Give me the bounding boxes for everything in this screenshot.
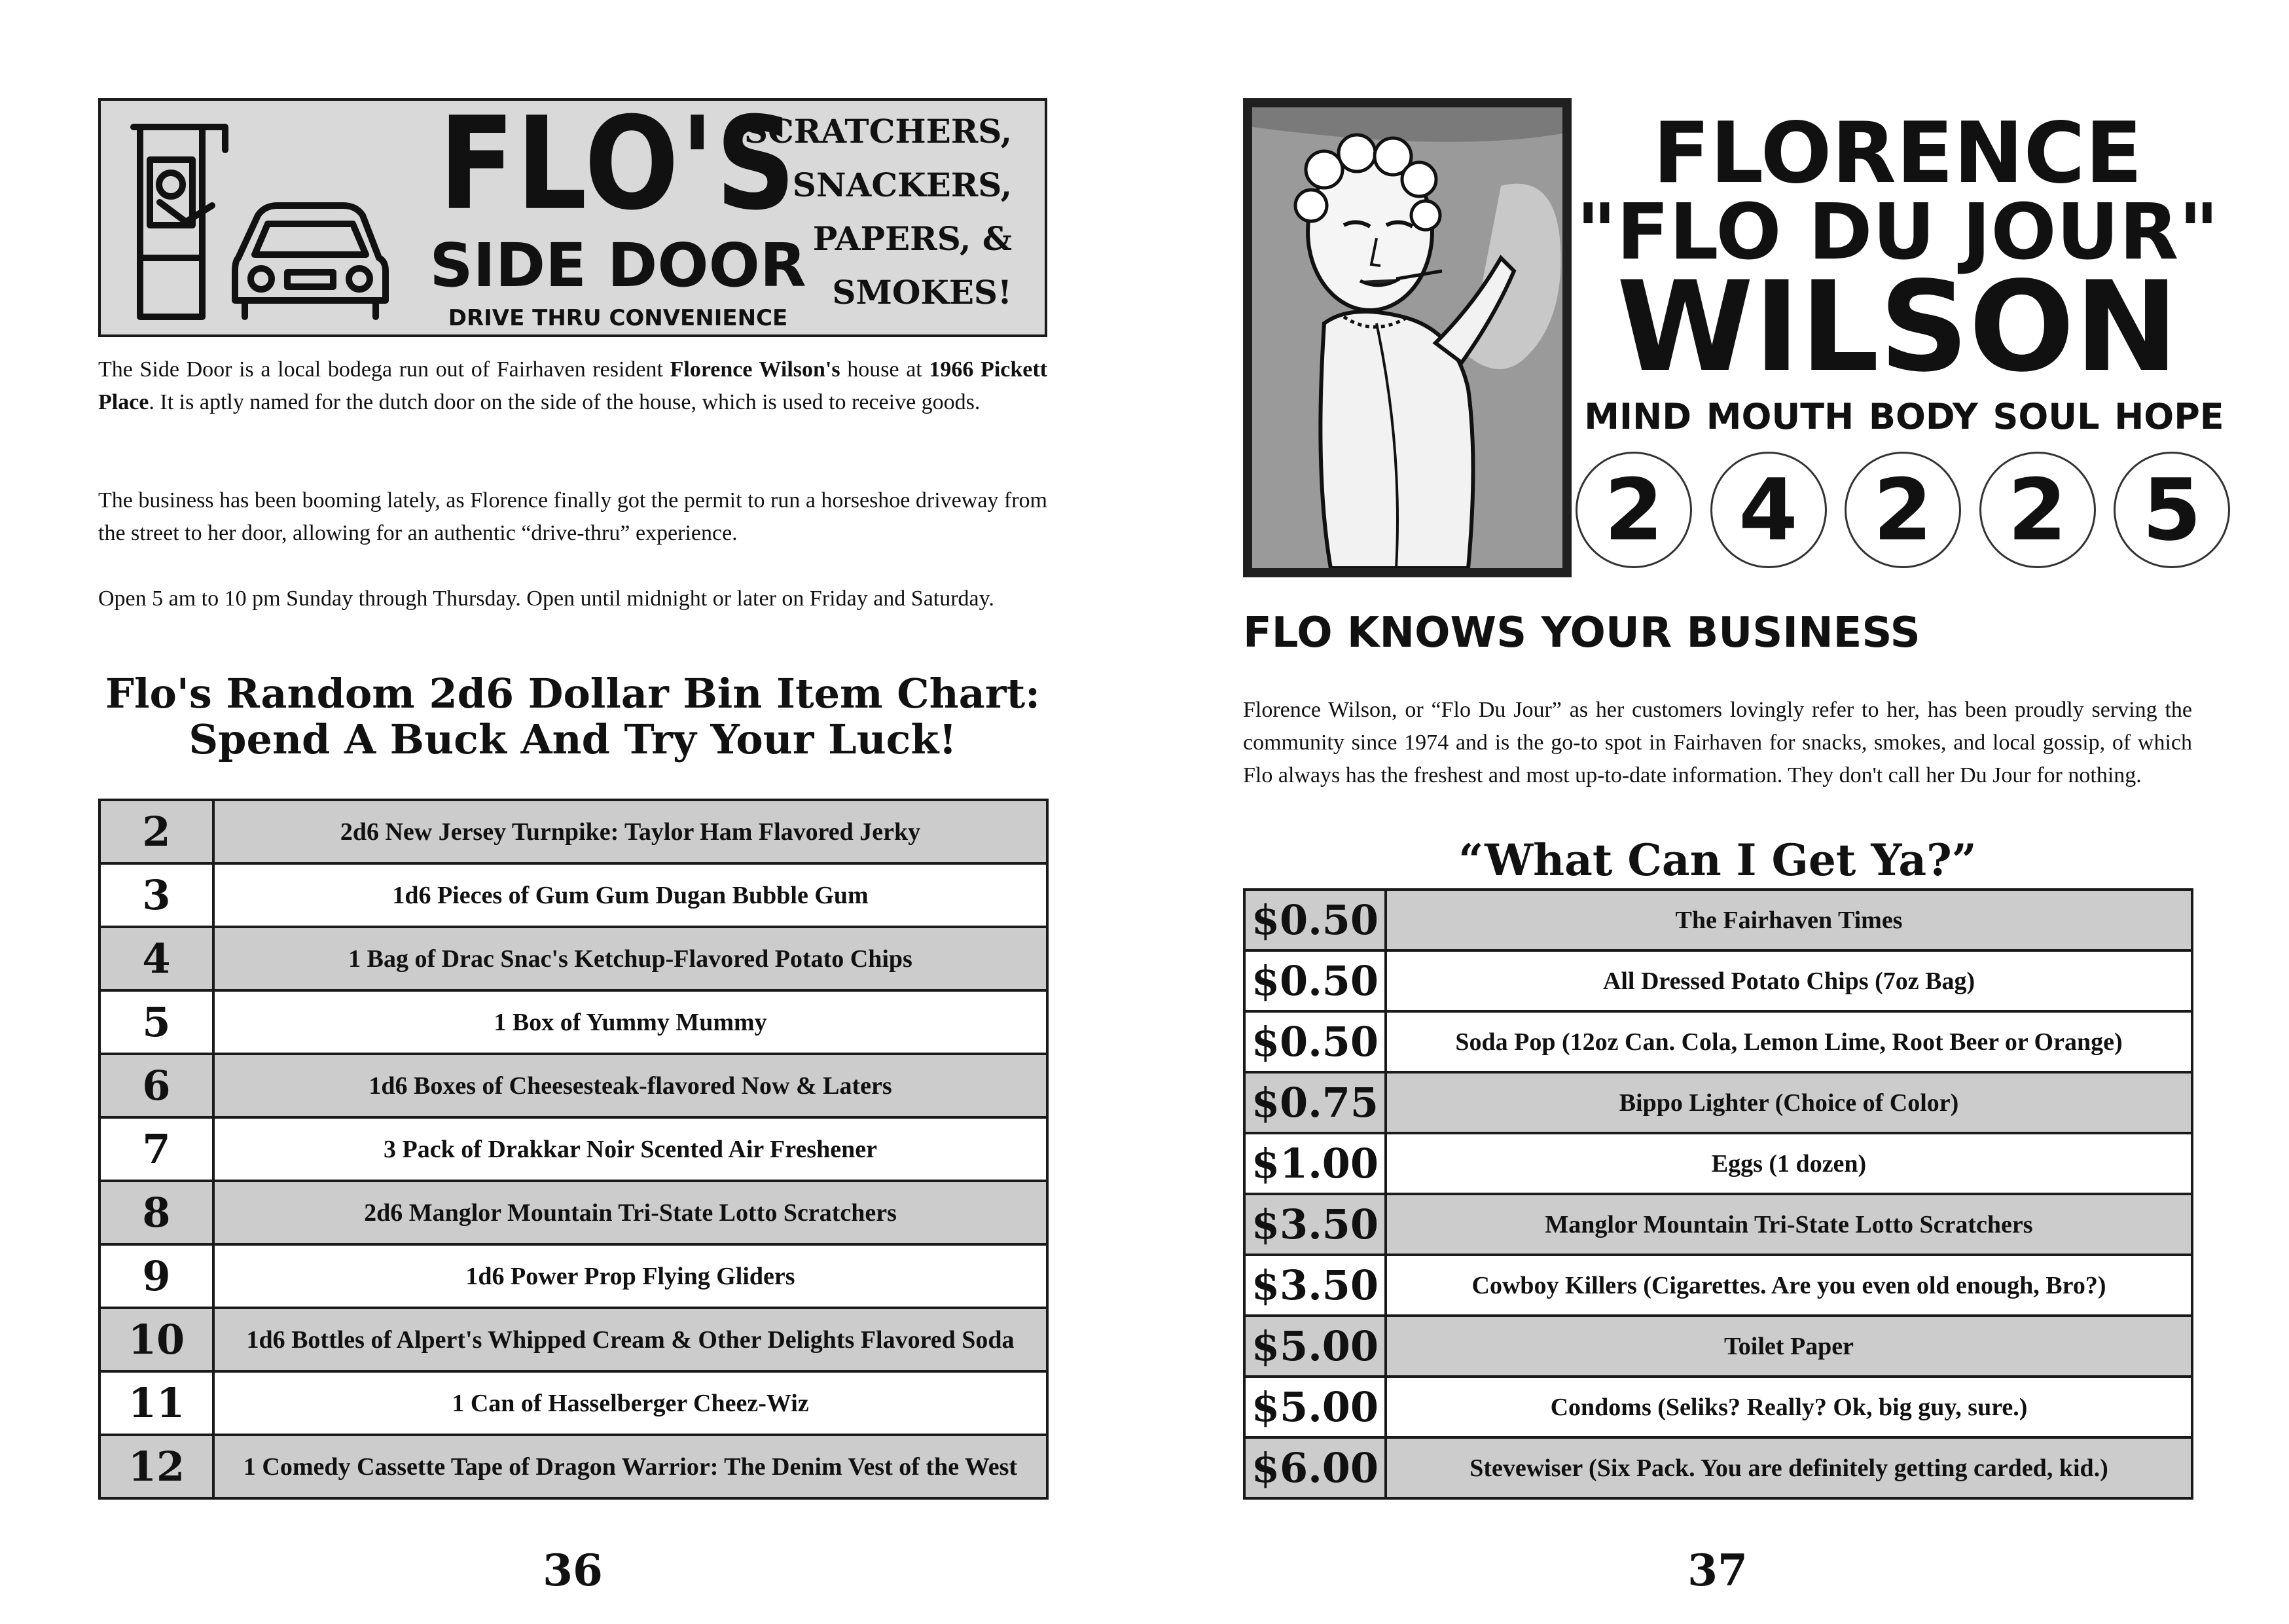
florence-portrait-icon <box>1252 107 1562 568</box>
roll-item: 1d6 Boxes of Cheesesteak-flavored Now & Laters <box>213 1054 1047 1117</box>
banner-goods-item: SNACKERS, <box>792 166 1012 204</box>
stat-label-mind: MIND <box>1584 396 1692 437</box>
drive-thru-car-icon <box>127 107 389 330</box>
menu-price: $1.00 <box>1244 1133 1386 1194</box>
chart-title-line: Flo's Random 2d6 Dollar Bin Item Chart: <box>105 670 1041 717</box>
roll-number: 6 <box>99 1054 213 1117</box>
roll-number: 12 <box>99 1435 213 1498</box>
menu-price: $5.00 <box>1244 1316 1386 1377</box>
banner-subtitle: SIDE DOOR <box>429 230 806 300</box>
roll-item: 3 Pack of Drakkar Noir Scented Air Freshener <box>213 1117 1047 1181</box>
roll-item: 1 Box of Yummy Mummy <box>213 990 1047 1054</box>
banner-tagline: DRIVE THRU CONVENIENCE <box>448 305 788 331</box>
stat-label-body: BODY <box>1868 396 1978 437</box>
price-menu-table <box>1243 888 2193 1500</box>
roll-item: 1d6 Pieces of Gum Gum Dugan Bubble Gum <box>213 863 1047 927</box>
menu-item: Bippo Lighter (Choice of Color) <box>1386 1072 2192 1133</box>
menu-item: Stevewiser (Six Pack. You are definitely getting carded, kid.) <box>1386 1437 2192 1498</box>
table-row <box>99 800 1047 863</box>
intro-paragraph-3: Open 5 am to 10 pm Sunday through Thursday. Open until midnight or later on Friday and Saturday. <box>98 586 994 611</box>
menu-item: Soda Pop (12oz Can. Cola, Lemon Lime, Root Beer or Orange) <box>1386 1011 2192 1072</box>
roll-number: 8 <box>99 1181 213 1244</box>
character-description: Florence Wilson, or “Flo Du Jour” as her customers lovingly refer to her, has been proudly serving the community since 1974 and is the go-to spot in Fairhaven for snacks, smokes, and local gossip, of which Flo always has the freshest and most up-to-date information. They don't call her Du Jour for nothing. <box>1243 698 2192 787</box>
table-row <box>99 1181 1047 1244</box>
roll-number: 5 <box>99 990 213 1054</box>
left-page <box>0 0 1144 1624</box>
menu-price: $0.50 <box>1244 1011 1386 1072</box>
roll-number: 3 <box>99 863 213 927</box>
roll-item: 2d6 New Jersey Turnpike: Taylor Ham Flavored Jerky <box>213 800 1047 863</box>
banner-goods-list <box>744 105 1012 319</box>
menu-price: $3.50 <box>1244 1194 1386 1255</box>
menu-price: $0.75 <box>1244 1072 1386 1133</box>
banner-goods-item: PAPERS, & <box>812 219 1012 258</box>
table-row <box>1244 1316 2192 1377</box>
banner-goods-item: SCRATCHERS, <box>744 112 1012 151</box>
roll-item: 1 Comedy Cassette Tape of Dragon Warrior: The Denim Vest of the West <box>213 1435 1047 1498</box>
menu-item: Eggs (1 dozen) <box>1386 1133 2192 1194</box>
character-name-last: WILSON <box>1616 255 2179 399</box>
roll-number: 4 <box>99 927 213 990</box>
table-row <box>1244 1437 2192 1498</box>
section-title: FLO KNOWS YOUR BUSINESS <box>1243 609 1920 657</box>
page-number: 36 <box>543 1545 603 1596</box>
table-row <box>1244 1011 2192 1072</box>
menu-price: $6.00 <box>1244 1437 1386 1498</box>
menu-item: All Dressed Potato Chips (7oz Bag) <box>1386 950 2192 1011</box>
dollar-bin-chart-title <box>98 671 1047 763</box>
dollar-bin-roll-table <box>98 799 1049 1500</box>
intro-paragraph-2: The business has been booming lately, as Florence finally got the permit to run a horseshoe driveway from the street to her door, allowing for an authentic “drive-thru” experience. <box>98 488 1047 545</box>
right-page <box>1145 0 2289 1624</box>
character-name-first: FLORENCE <box>1653 105 2142 202</box>
table-row <box>99 1117 1047 1181</box>
flos-side-door-banner <box>98 90 1047 337</box>
roll-number: 10 <box>99 1308 213 1371</box>
chart-title-line: Spend A Buck And Try Your Luck! <box>189 715 957 763</box>
menu-item: Condoms (Seliks? Really? Ok, big guy, sure.) <box>1386 1377 2192 1437</box>
table-row <box>1244 1255 2192 1316</box>
stat-values <box>1576 452 2230 568</box>
stat-label-hope: HOPE <box>2114 396 2224 437</box>
table-row <box>1244 1072 2192 1133</box>
stat-label-mouth: MOUTH <box>1706 396 1854 437</box>
florence-portrait-illustration <box>1243 98 1572 577</box>
table-row <box>99 1308 1047 1371</box>
table-row <box>1244 1377 2192 1437</box>
roll-item: 1d6 Power Prop Flying Gliders <box>213 1244 1047 1308</box>
menu-title: “What Can I Get Ya?” <box>1458 835 1977 886</box>
banner-title: FLO'S <box>439 90 797 239</box>
table-row <box>99 927 1047 990</box>
table-row <box>1244 890 2192 950</box>
roll-item: 2d6 Manglor Mountain Tri-State Lotto Scratchers <box>213 1181 1047 1244</box>
roll-item: 1 Can of Hasselberger Cheez-Wiz <box>213 1371 1047 1435</box>
menu-price: $5.00 <box>1244 1377 1386 1437</box>
roll-item: 1 Bag of Drac Snac's Ketchup-Flavored Potato Chips <box>213 927 1047 990</box>
menu-price: $0.50 <box>1244 890 1386 950</box>
page-number: 37 <box>1687 1545 1748 1596</box>
roll-number: 11 <box>99 1371 213 1435</box>
table-row <box>99 1435 1047 1498</box>
stat-value-mind: 2 <box>1576 452 1692 568</box>
banner-goods-item: SMOKES! <box>832 273 1012 312</box>
table-row <box>1244 1133 2192 1194</box>
character-nickname: "FLO DU JOUR" <box>1576 187 2219 277</box>
roll-item: 1d6 Bottles of Alpert's Whipped Cream & Other Delights Flavored Soda <box>213 1308 1047 1371</box>
roll-number: 2 <box>99 800 213 863</box>
stat-labels <box>1577 396 2231 437</box>
menu-item: Manglor Mountain Tri-State Lotto Scratchers <box>1386 1194 2192 1255</box>
stat-label-soul: SOUL <box>1992 396 2100 437</box>
menu-price: $0.50 <box>1244 950 1386 1011</box>
table-row <box>1244 950 2192 1011</box>
table-row <box>99 1054 1047 1117</box>
table-row <box>1244 1194 2192 1255</box>
stat-value-hope: 5 <box>2114 452 2230 568</box>
menu-item: Toilet Paper <box>1386 1316 2192 1377</box>
menu-item: Cowboy Killers (Cigarettes. Are you even old enough, Bro?) <box>1386 1255 2192 1316</box>
table-row <box>99 1244 1047 1308</box>
intro-paragraph-1: The Side Door is a local bodega run out of Fairhaven resident Florence Wilson's house at 1966 Pickett Place. It is aptly named for the dutch door on the side of the house, which is used to receive goods. <box>98 357 1048 414</box>
roll-number: 7 <box>99 1117 213 1181</box>
table-row <box>99 990 1047 1054</box>
stat-value-mouth: 4 <box>1710 452 1827 568</box>
stat-value-soul: 2 <box>1979 452 2096 568</box>
table-row <box>99 863 1047 927</box>
menu-item: The Fairhaven Times <box>1386 890 2192 950</box>
menu-price: $3.50 <box>1244 1255 1386 1316</box>
roll-number: 9 <box>99 1244 213 1308</box>
stat-value-body: 2 <box>1845 452 1961 568</box>
table-row <box>99 1371 1047 1435</box>
